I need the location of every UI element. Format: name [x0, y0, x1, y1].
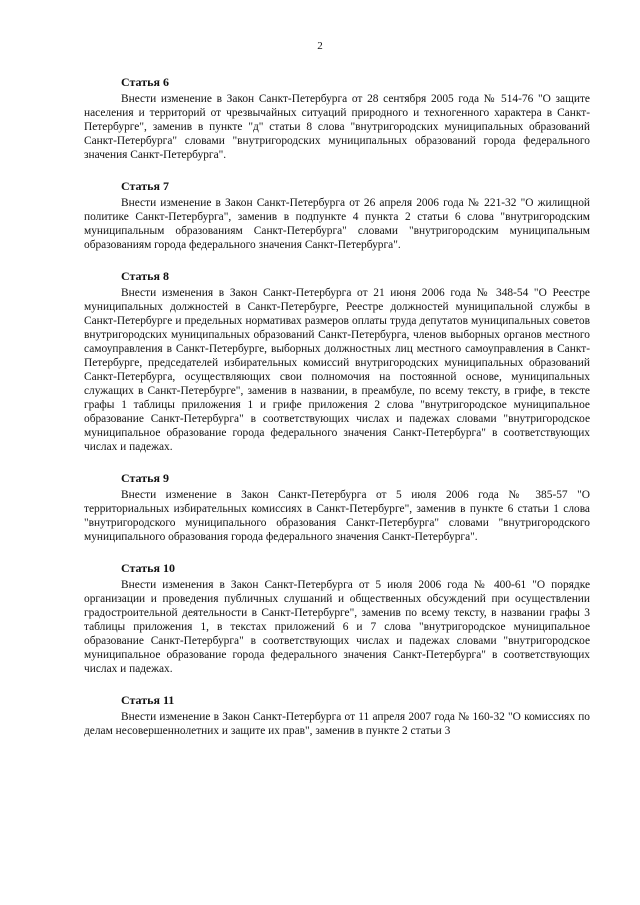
- article-6: [84, 74, 590, 162]
- article-title: Статья 7: [121, 179, 169, 193]
- document-content: [84, 74, 590, 754]
- article-body: Внести изменение в Закон Санкт-Петербурга от 5 июля 2006 года № 385-57 "О территориальных избирательных комиссиях в Санкт-Петербурге", заменив в пункте 6 статьи 1 слова "внутригородского муниципального образования Санкт-Петербурга" словами "внутригородского муниципального образования города федерального значения Санкт-Петербурга".: [84, 489, 590, 543]
- article-body: Внести изменение в Закон Санкт-Петербурга от 28 сентября 2005 года № 514-76 "О защите населения и территорий от чрезвычайных ситуаций природного и техногенного характера в Санкт-Петербурге", заменив в пункте "д" статьи 8 слова "внутригородских муниципальных образований Санкт-Петербурга" словами "внутригородских муниципальных образований города федерального значения Санкт-Петербурга".: [84, 93, 590, 161]
- article-body: Внести изменение в Закон Санкт-Петербурга от 11 апреля 2007 года № 160-32 "О комиссиях по делам несовершеннолетних и защите их прав", заменив в пункте 2 статьи 3: [84, 711, 590, 737]
- article-10: [84, 560, 590, 676]
- page-number: 2: [317, 40, 323, 52]
- article-title: Статья 8: [121, 269, 169, 283]
- article-title: Статья 6: [121, 75, 169, 89]
- article-body: Внести изменения в Закон Санкт-Петербурга от 5 июля 2006 года № 400-61 "О порядке организации и проведения публичных слушаний и общественных обсуждений при осуществлении градостроительной деятельности в Санкт-Петербурге", заменив по всему тексту, в названии графы 3 таблицы приложения 1, в текстах приложений 6 и 7 слова "внутригородское муниципальное образование Санкт-Петербурга" в соответствующих числах и падежах словами "внутригородское муниципальное образование города федерального значения Санкт-Петербурга" в соответствующих числах и падежах.: [84, 579, 590, 675]
- article-body: Внести изменения в Закон Санкт-Петербурга от 21 июня 2006 года № 348-54 "О Реестре муниципальных должностей в Санкт-Петербурге, Реестре должностей муниципальной службы в Санкт-Петербурге и предельных нормативах размеров оплаты труда депутатов муниципальных советов внутригородских муниципальных образований Санкт-Петербурга, членов выборных органов местного самоуправления в Санкт-Петербурге, выборных должностных лиц местного самоуправления в Санкт-Петербурге, председателей избирательных комиссий внутригородских муниципальных образований Санкт-Петербурга, осуществляющих свои полномочия на постоянной основе, муниципальных служащих в Санкт-Петербурге", заменив в названии, в преамбуле, по всему тексту, в грифе, в тексте графы 1 таблицы приложения 1 и грифе приложения 2 слова "внутригородское муниципальное образование Санкт-Петербурга" в соответствующих числах и падежах словами "внутригородское муниципальное образование города федерального значения Санкт-Петербурга" в соответствующих числах и падежах.: [84, 287, 590, 453]
- article-9: [84, 470, 590, 544]
- article-11: [84, 692, 590, 738]
- article-8: [84, 268, 590, 454]
- article-title: Статья 11: [121, 693, 175, 707]
- article-title: Статья 9: [121, 471, 169, 485]
- article-title: Статья 10: [121, 561, 175, 575]
- article-7: [84, 178, 590, 252]
- article-body: Внести изменение в Закон Санкт-Петербурга от 26 апреля 2006 года № 221-32 "О жилищной политике Санкт-Петербурга", заменив в подпункте 4 пункта 2 статьи 6 слова "внутригородским муниципальным образованиям Санкт-Петербурга" словами "внутригородским муниципальным образованиям города федерального значения Санкт-Петербурга".: [84, 197, 590, 251]
